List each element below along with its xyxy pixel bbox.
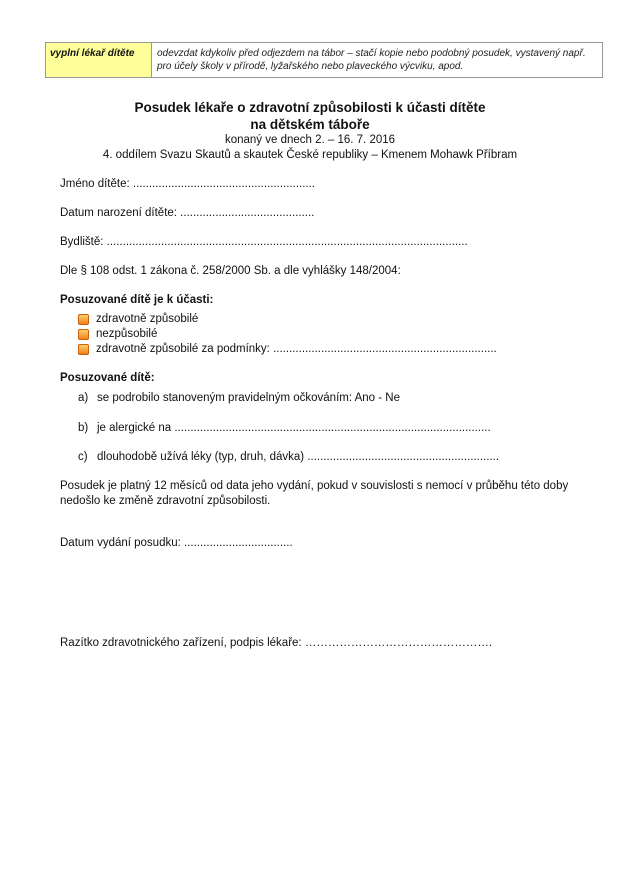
list-item-medication: [78, 451, 499, 463]
list-text: se podrobilo stanoveným pravidelným očkováním: Ano - Ne: [97, 392, 400, 404]
instruction-box: [45, 42, 603, 78]
list-item-vaccination: [78, 392, 400, 404]
option-fit: [78, 313, 198, 325]
option-conditional: [78, 343, 497, 355]
option-label: zdravotně způsobilé za podmínky: ......................................................................: [96, 343, 497, 355]
option-label: zdravotně způsobilé: [96, 313, 199, 325]
list-text: je alergické na ...................................................................................................: [97, 422, 491, 434]
option-unfit: [78, 328, 157, 340]
checkbox-icon[interactable]: [78, 314, 89, 325]
list-item-allergy: [78, 422, 491, 434]
child-name-field: Jméno dítěte: .........................................................: [60, 178, 315, 190]
validity-note: Posudek je platný 12 měsíců od data jeho vydání, pokud v souvislosti s nemocí v průběhu této doby nedošlo ke změně zdravotní způsobilosti.: [60, 480, 569, 507]
camp-organizer: 4. oddílem Svazu Skautů a skautek České republiky – Kmenem Mohawk Příbram: [102, 149, 518, 161]
checkbox-icon[interactable]: [78, 344, 89, 355]
child-heading: Posuzované dítě:: [60, 372, 155, 384]
list-marker: b): [78, 422, 89, 434]
document-title-line2: na dětském táboře: [250, 117, 370, 132]
stamp-signature-field: Razítko zdravotnického zařízení, podpis lékaře: ………………………………………….: [60, 637, 493, 649]
birth-date-field: Datum narození dítěte: ..........................................: [60, 207, 315, 219]
legal-basis: Dle § 108 odst. 1 zákona č. 258/2000 Sb. a dle vyhlášky 148/2004:: [60, 265, 401, 277]
eligibility-heading: Posuzované dítě je k účasti:: [60, 294, 214, 306]
instruction-label: vyplní lékař dítěte: [46, 43, 152, 77]
document-title-line1: Posudek lékaře o zdravotní způsobilosti k účasti dítěte: [134, 100, 486, 115]
list-marker: c): [78, 451, 88, 463]
camp-dates: konaný ve dnech 2. – 16. 7. 2016: [224, 134, 396, 146]
address-field: Bydliště: .................................................................................................................: [60, 236, 468, 248]
checkbox-icon[interactable]: [78, 329, 89, 340]
list-text: dlouhodobě užívá léky (typ, druh, dávka) ............................................................: [97, 451, 500, 463]
option-label: nezpůsobilé: [96, 328, 158, 340]
list-marker: a): [78, 392, 89, 404]
instruction-text: odevzdat kdykoliv před odjezdem na tábor – stačí kopie nebo podobný posudek, vystavený např. pro účely školy v přírodě, lyžařského nebo plaveckého výcviku, apod.: [157, 48, 586, 72]
issue-date-field: Datum vydání posudku: ..................................: [60, 537, 293, 549]
